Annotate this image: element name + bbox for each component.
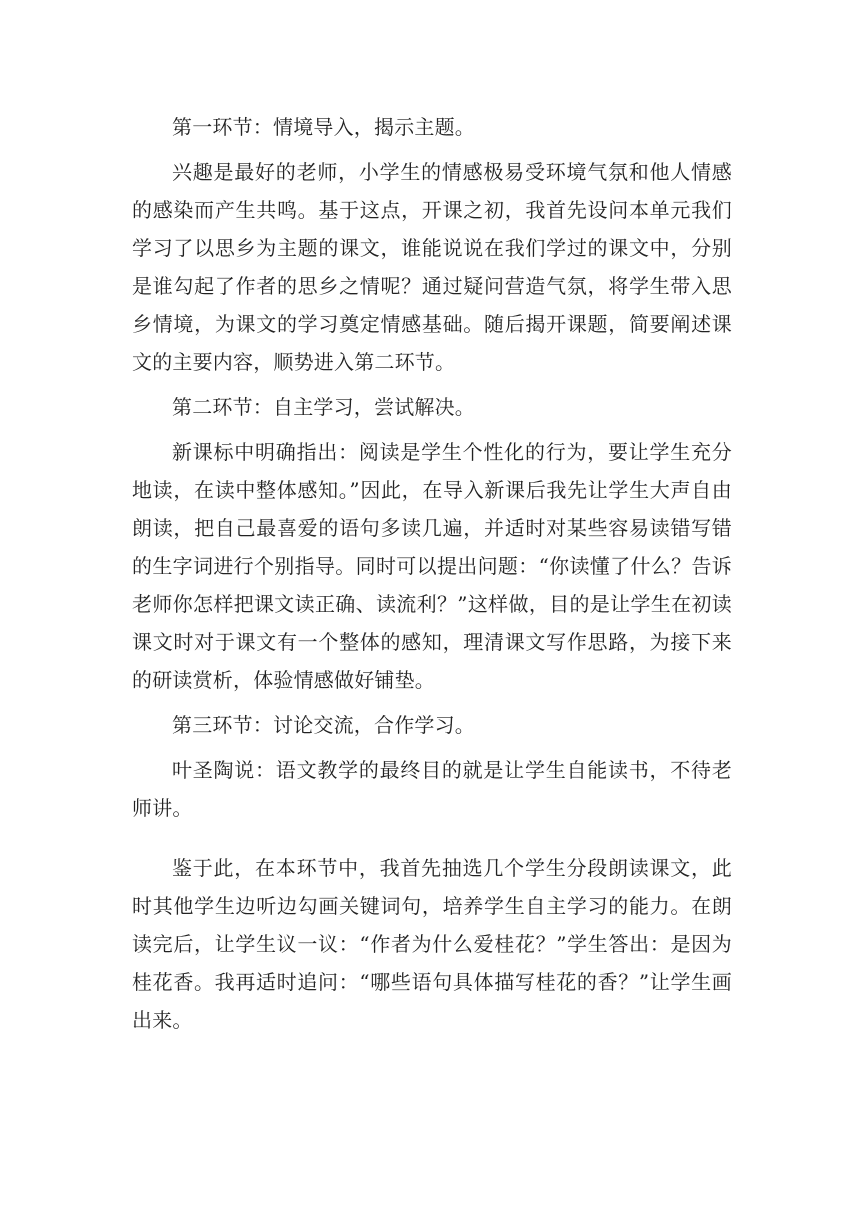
document-body [132,108,732,1039]
section-heading-3: 第三环节：讨论交流，合作学习。 [172,713,475,737]
section-heading-2: 第二环节：自主学习，尝试解决。 [172,395,475,419]
paragraph-3: 叶圣陶说：语文教学的最终目的就是让学生自能读书，不待老师讲。 [132,758,732,820]
paragraph-4: 鉴于此，在本环节中，我首先抽选几个学生分段朗读课文，此时其他学生边听边勾画关键词句，培养学生自主学习的能力。在朗读完后，让学生议一议：“作者为什么爱桂花？”学生答出：是因为桂花香。我再适时追问：“哪些语句具体描写桂花的香？”让学生画出来。 [132,856,732,1032]
section-heading-1: 第一环节：情境导入，揭示主题。 [172,115,475,139]
paragraph-2: 新课标中明确指出：阅读是学生个性化的行为，要让学生充分地读，在读中整体感知。”因此，在导入新课后我先让学生大声自由朗读，把自己最喜爱的语句多读几遍，并适时对某些容易读错写错的生字词进行个别指导。同时可以提出问题：“你读懂了什么？告诉老师你怎样把课文读正确、读流利？”这样做，目的是让学生在初读课文时对于课文有一个整体的感知，理清课文写作思路，为接下来的研读赏析，体验情感做好铺垫。 [132,440,732,692]
paragraph-1: 兴趣是最好的老师，小学生的情感极易受环境气氛和他人情感的感染而产生共鸣。基于这点，开课之初，我首先设问本单元我们学习了以思乡为主题的课文，谁能说说在我们学过的课文中，分别是谁勾起了作者的思乡之情呢？通过疑问营造气氛，将学生带入思乡情境，为课文的学习奠定情感基础。随后揭开课题，简要阐述课文的主要内容，顺势进入第二环节。 [132,160,732,374]
